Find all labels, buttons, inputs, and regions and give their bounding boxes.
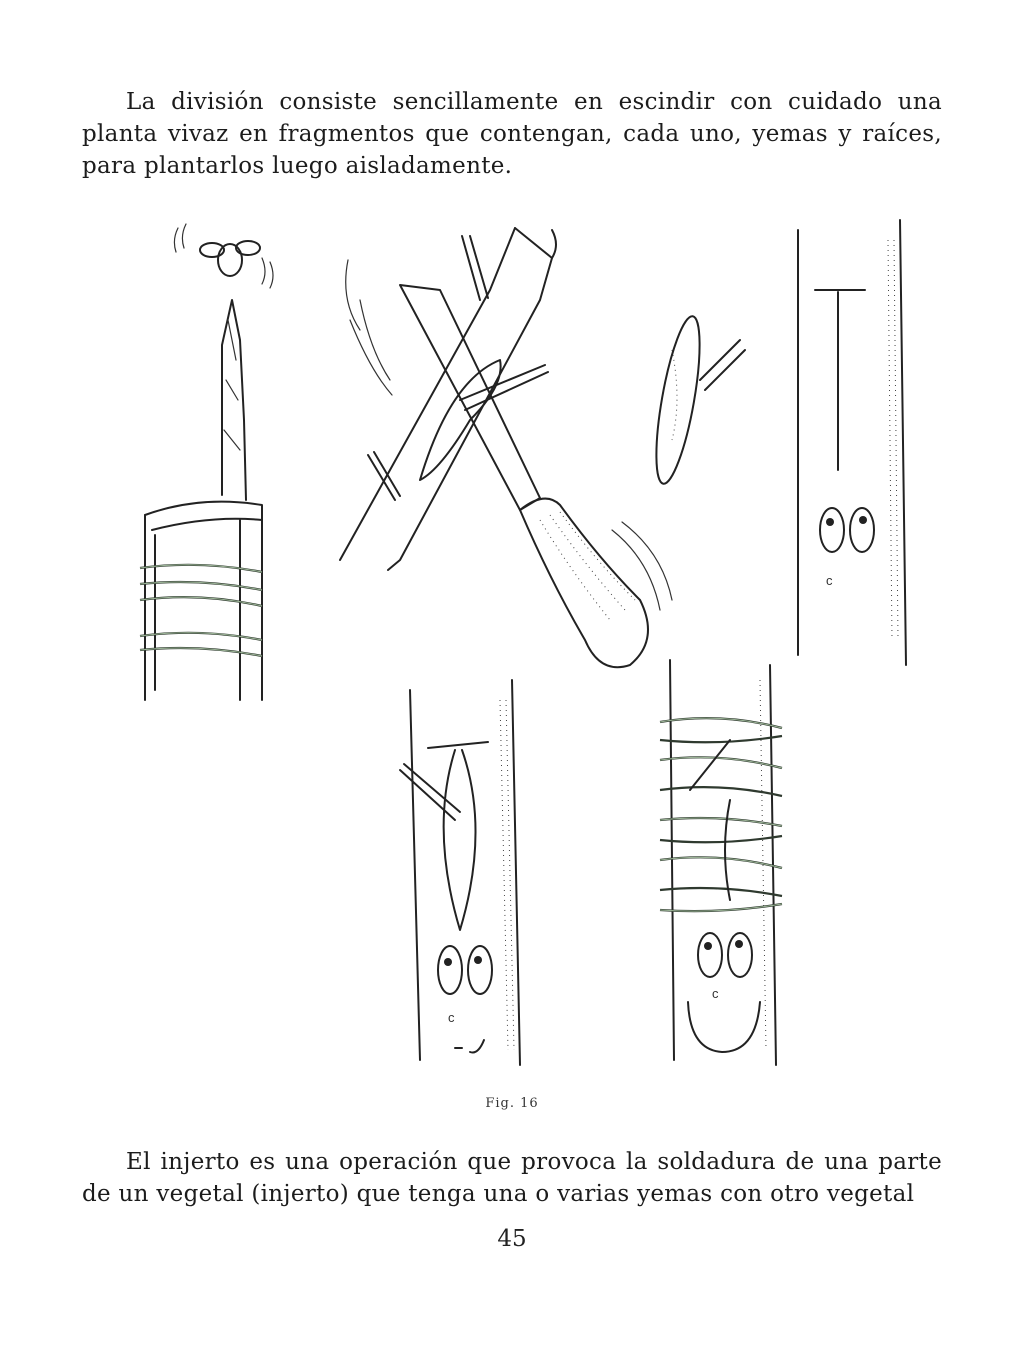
page-number: 45: [497, 1226, 527, 1252]
figure-caption: Fig. 16: [485, 1096, 539, 1111]
bud-insertion-drawing: [400, 680, 520, 1065]
paragraph-division: [82, 86, 942, 182]
cleft-graft-drawing: [140, 300, 262, 700]
face-nose-mark: c: [826, 573, 833, 588]
paragraph-injerto-text: El injerto es una operación que provoca la soldadura de una parte de un vegetal (injerto) que tenga una o varias yemas con otro vegetal: [82, 1149, 942, 1207]
tied-graft-drawing: [660, 660, 782, 1065]
face-nose-mark: c: [712, 986, 719, 1001]
fly-drawing: [174, 224, 273, 288]
t-bud-incision-drawing: [798, 220, 906, 665]
knife-cutting-drawing: [340, 228, 745, 667]
paragraph-division-text: La división consiste sencillamente en escindir con cuidado una planta vivaz en fragmentos que contengan, cada uno, yemas y raíces, para plantarlos luego aisladamente.: [82, 89, 942, 179]
paragraph-injerto: [82, 1146, 942, 1210]
grafting-illustration: [0, 200, 1024, 1090]
face-nose-mark: c: [448, 1010, 455, 1025]
